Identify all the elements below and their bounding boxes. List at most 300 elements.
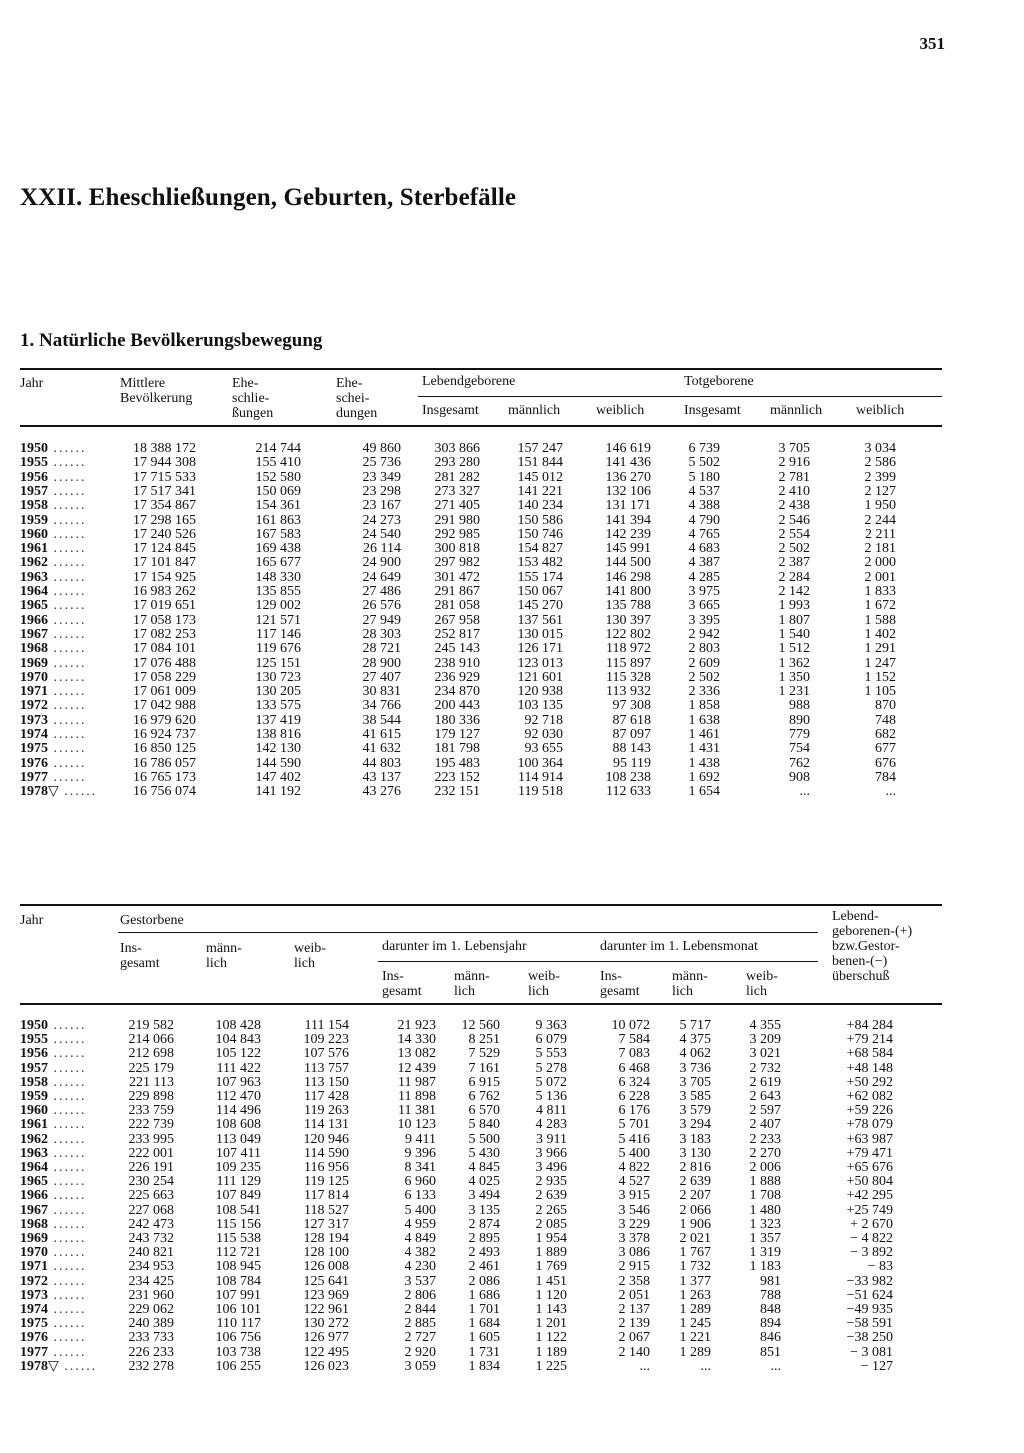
mittlere-bevoelkerung-cell: 17 517 341 bbox=[133, 483, 196, 499]
totgeborene-maennlich-cell: 1 362 bbox=[778, 655, 810, 671]
eheschliessungen-cell: 169 438 bbox=[255, 541, 301, 557]
ehescheidungen-cell: 44 803 bbox=[362, 755, 401, 771]
lebensjahr-insgesamt-cell: 12 439 bbox=[397, 1060, 436, 1076]
lebensmonat-maennlich-cell: 1 221 bbox=[679, 1330, 711, 1346]
lebensjahr-insgesamt-cell: 14 330 bbox=[397, 1032, 436, 1048]
gestorbene-insgesamt-cell: 226 191 bbox=[128, 1160, 174, 1175]
totgeborene-maennlich-cell: 2 781 bbox=[778, 469, 810, 485]
t2-header-w: weib- lich bbox=[294, 941, 326, 971]
ueberschuss-cell: −51 624 bbox=[846, 1287, 893, 1303]
mittlere-bevoelkerung-cell: 16 983 262 bbox=[133, 584, 196, 599]
table-row bbox=[20, 1346, 942, 1360]
ehescheidungen-cell: 38 544 bbox=[362, 712, 401, 728]
gestorbene-weiblich-cell: 111 154 bbox=[304, 1018, 349, 1033]
lebensmonat-maennlich-cell: 2 021 bbox=[679, 1231, 711, 1246]
year-cell: 1955 ...... bbox=[20, 1033, 87, 1048]
totgeborene-maennlich-cell: 908 bbox=[789, 769, 810, 785]
year-cell: 1960 ...... bbox=[20, 1104, 87, 1119]
lebensjahr-insgesamt-cell: 8 341 bbox=[404, 1160, 436, 1175]
ueberschuss-cell: +78 079 bbox=[846, 1117, 893, 1133]
year-cell: 1963 ...... bbox=[20, 1146, 87, 1161]
year-cell: 1959 ...... bbox=[20, 513, 87, 528]
lebensmonat-weiblich-cell: 851 bbox=[760, 1344, 781, 1360]
year-cell: 1962 ...... bbox=[20, 556, 87, 571]
lebensjahr-maennlich-cell: 2 461 bbox=[468, 1259, 500, 1275]
year-cell: 1972 ...... bbox=[20, 699, 87, 714]
gestorbene-insgesamt-cell: 240 821 bbox=[128, 1245, 174, 1261]
gestorbene-maennlich-cell: 107 411 bbox=[216, 1145, 261, 1161]
totgeborene-insgesamt-cell: 1 654 bbox=[688, 784, 720, 800]
mittlere-bevoelkerung-cell: 16 850 125 bbox=[133, 741, 196, 757]
table-row bbox=[20, 657, 942, 671]
lebendgeborene-weiblich-cell: 115 328 bbox=[606, 669, 651, 685]
lebensmonat-insgesamt-cell: 6 176 bbox=[618, 1103, 650, 1119]
lebensjahr-weiblich-cell: 5 553 bbox=[535, 1046, 567, 1062]
gestorbene-weiblich-cell: 127 317 bbox=[303, 1216, 349, 1232]
gestorbene-weiblich-cell: 126 023 bbox=[303, 1358, 349, 1374]
lebendgeborene-maennlich-cell: 150 067 bbox=[517, 584, 563, 599]
totgeborene-maennlich-cell: 3 705 bbox=[778, 441, 810, 456]
t1-header-lebend: Lebendgeborene bbox=[422, 374, 516, 389]
lebendgeborene-insgesamt-cell: 181 798 bbox=[434, 741, 480, 757]
gestorbene-insgesamt-cell: 233 733 bbox=[128, 1330, 174, 1346]
ehescheidungen-cell: 24 900 bbox=[362, 555, 401, 571]
table-row bbox=[20, 514, 942, 528]
lebensjahr-insgesamt-cell: 4 849 bbox=[404, 1231, 436, 1246]
lebensjahr-maennlich-cell: 6 915 bbox=[468, 1074, 500, 1090]
lebensmonat-insgesamt-cell: 5 416 bbox=[618, 1131, 650, 1147]
lebensjahr-weiblich-cell: 1 769 bbox=[535, 1259, 567, 1275]
gestorbene-weiblich-cell: 117 428 bbox=[304, 1089, 349, 1104]
table-row bbox=[20, 1076, 942, 1090]
lebensjahr-insgesamt-cell: 5 400 bbox=[404, 1202, 436, 1218]
lebendgeborene-weiblich-cell: 146 619 bbox=[605, 441, 651, 456]
year-cell: 1977 ...... bbox=[20, 770, 87, 785]
totgeborene-weiblich-cell: 1 588 bbox=[864, 612, 896, 628]
year-cell: 1962 ...... bbox=[20, 1132, 87, 1147]
eheschliessungen-cell: 137 419 bbox=[255, 712, 301, 728]
t1-header-ehe: Ehe- schlie- ßungen bbox=[232, 376, 274, 421]
lebendgeborene-maennlich-cell: 120 938 bbox=[517, 684, 563, 700]
table-row bbox=[20, 1275, 942, 1289]
table-row bbox=[20, 1232, 942, 1246]
gestorbene-maennlich-cell: 108 784 bbox=[215, 1273, 261, 1289]
lebensmonat-weiblich-cell: 1 480 bbox=[749, 1202, 781, 1218]
lebensmonat-maennlich-cell: 3 585 bbox=[679, 1089, 711, 1104]
totgeborene-insgesamt-cell: 4 537 bbox=[688, 483, 720, 499]
year-cell: 1955 ...... bbox=[20, 456, 87, 471]
year-cell: 1964 ...... bbox=[20, 1161, 87, 1175]
t1-header-lg-ins: Insgesamt bbox=[422, 403, 479, 418]
lebensmonat-weiblich-cell: 1 708 bbox=[749, 1188, 781, 1204]
eheschliessungen-cell: 117 146 bbox=[256, 626, 301, 642]
table-row bbox=[20, 528, 942, 542]
lebensmonat-weiblich-cell: 2 407 bbox=[749, 1117, 781, 1133]
gestorbene-weiblich-cell: 130 272 bbox=[303, 1316, 349, 1332]
year-cell: 1970 ...... bbox=[20, 670, 87, 685]
t2-header-lj-ins: Ins- gesamt bbox=[382, 969, 422, 999]
lebensjahr-insgesamt-cell: 4 230 bbox=[404, 1259, 436, 1275]
year-cell: 1976 ...... bbox=[20, 756, 87, 771]
table-row bbox=[20, 1019, 942, 1033]
lebensmonat-insgesamt-cell: 2 067 bbox=[618, 1330, 650, 1346]
table-row bbox=[20, 728, 942, 742]
gestorbene-maennlich-cell: 105 122 bbox=[215, 1046, 261, 1062]
table-row bbox=[20, 1189, 942, 1203]
lebendgeborene-insgesamt-cell: 281 058 bbox=[434, 598, 480, 614]
gestorbene-insgesamt-cell: 242 473 bbox=[128, 1216, 174, 1232]
lebensjahr-maennlich-cell: 6 570 bbox=[468, 1103, 500, 1119]
gestorbene-maennlich-cell: 107 991 bbox=[215, 1287, 261, 1303]
totgeborene-insgesamt-cell: 1 692 bbox=[688, 769, 720, 785]
lebensjahr-weiblich-cell: 2 265 bbox=[535, 1202, 567, 1218]
lebensmonat-maennlich-cell: 1 245 bbox=[679, 1316, 711, 1332]
lebensjahr-maennlich-cell: 1 834 bbox=[468, 1358, 500, 1374]
mittlere-bevoelkerung-cell: 17 354 867 bbox=[133, 498, 196, 514]
totgeborene-weiblich-cell: 1 105 bbox=[864, 684, 896, 700]
gestorbene-maennlich-cell: 103 738 bbox=[215, 1344, 261, 1360]
eheschliessungen-cell: 138 816 bbox=[255, 727, 301, 742]
gestorbene-maennlich-cell: 107 849 bbox=[215, 1188, 261, 1204]
gestorbene-weiblich-cell: 122 495 bbox=[303, 1344, 349, 1360]
totgeborene-weiblich-cell: 677 bbox=[875, 741, 896, 757]
mittlere-bevoelkerung-cell: 17 076 488 bbox=[133, 655, 196, 671]
lebensmonat-maennlich-cell: 1 767 bbox=[679, 1245, 711, 1261]
ueberschuss-cell: −33 982 bbox=[846, 1273, 893, 1289]
ueberschuss-cell: +65 676 bbox=[846, 1160, 893, 1175]
lebensjahr-maennlich-cell: 5 500 bbox=[468, 1131, 500, 1147]
mittlere-bevoelkerung-cell: 17 061 009 bbox=[133, 684, 196, 700]
ueberschuss-cell: −58 591 bbox=[846, 1316, 893, 1332]
mittlere-bevoelkerung-cell: 17 298 165 bbox=[133, 512, 196, 528]
lebensmonat-insgesamt-cell: 10 072 bbox=[611, 1018, 650, 1033]
table-row bbox=[20, 571, 942, 585]
lebensjahr-weiblich-cell: 6 079 bbox=[535, 1032, 567, 1048]
lebensjahr-maennlich-cell: 6 762 bbox=[468, 1089, 500, 1104]
gestorbene-maennlich-cell: 112 470 bbox=[216, 1089, 261, 1104]
totgeborene-insgesamt-cell: 4 683 bbox=[688, 541, 720, 557]
ueberschuss-cell: −38 250 bbox=[846, 1330, 893, 1346]
gestorbene-weiblich-cell: 118 527 bbox=[304, 1202, 349, 1218]
ehescheidungen-cell: 43 276 bbox=[362, 784, 401, 800]
lebensmonat-weiblich-cell: 2 732 bbox=[749, 1060, 781, 1076]
gestorbene-maennlich-cell: 114 496 bbox=[216, 1103, 261, 1119]
lebensmonat-maennlich-cell: 4 375 bbox=[679, 1032, 711, 1048]
lebensmonat-weiblich-cell: 2 270 bbox=[749, 1145, 781, 1161]
table-row bbox=[20, 1360, 942, 1374]
mittlere-bevoelkerung-cell: 17 082 253 bbox=[133, 626, 196, 642]
lebensjahr-weiblich-cell: 1 201 bbox=[535, 1316, 567, 1332]
totgeborene-maennlich-cell: 2 387 bbox=[778, 555, 810, 571]
lebensjahr-insgesamt-cell: 11 381 bbox=[398, 1103, 436, 1119]
lebensmonat-insgesamt-cell: 2 915 bbox=[618, 1259, 650, 1275]
ueberschuss-cell: − 4 822 bbox=[850, 1231, 893, 1246]
ehescheidungen-cell: 34 766 bbox=[362, 698, 401, 714]
lebensjahr-maennlich-cell: 12 560 bbox=[461, 1018, 500, 1033]
table-row bbox=[20, 556, 942, 570]
lebensmonat-weiblich-cell: 3 209 bbox=[749, 1032, 781, 1048]
totgeborene-insgesamt-cell: 4 388 bbox=[688, 498, 720, 514]
lebensjahr-insgesamt-cell: 2 885 bbox=[404, 1316, 436, 1332]
table-row bbox=[20, 1303, 942, 1317]
gestorbene-weiblich-cell: 128 100 bbox=[303, 1245, 349, 1261]
lebendgeborene-insgesamt-cell: 292 985 bbox=[434, 526, 480, 542]
t1-group-rule bbox=[418, 396, 942, 397]
t1-header-scheid: Ehe- schei- dungen bbox=[336, 376, 378, 421]
totgeborene-weiblich-cell: 1 291 bbox=[864, 641, 896, 657]
year-cell: 1976 ...... bbox=[20, 1331, 87, 1346]
table-row bbox=[20, 785, 942, 799]
eheschliessungen-cell: 130 205 bbox=[255, 684, 301, 700]
gestorbene-insgesamt-cell: 233 759 bbox=[128, 1103, 174, 1119]
table-row bbox=[20, 599, 942, 613]
totgeborene-maennlich-cell: 754 bbox=[789, 741, 810, 757]
lebendgeborene-maennlich-cell: 153 482 bbox=[517, 555, 563, 571]
lebensjahr-maennlich-cell: 2 874 bbox=[468, 1216, 500, 1232]
table-row bbox=[20, 1218, 942, 1232]
gestorbene-insgesamt-cell: 226 233 bbox=[128, 1344, 174, 1360]
lebensmonat-maennlich-cell: 1 289 bbox=[679, 1302, 711, 1317]
gestorbene-insgesamt-cell: 232 278 bbox=[128, 1358, 174, 1374]
ehescheidungen-cell: 24 540 bbox=[362, 526, 401, 542]
totgeborene-weiblich-cell: 3 034 bbox=[864, 441, 896, 456]
lebensjahr-insgesamt-cell: 11 898 bbox=[398, 1089, 436, 1104]
ueberschuss-cell: +25 749 bbox=[846, 1202, 893, 1218]
eheschliessungen-cell: 130 723 bbox=[255, 669, 301, 685]
lebensjahr-weiblich-cell: 2 935 bbox=[535, 1174, 567, 1190]
lebensjahr-maennlich-cell: 1 731 bbox=[468, 1344, 500, 1360]
totgeborene-insgesamt-cell: 1 438 bbox=[688, 755, 720, 771]
t2-header-lj-m: männ- lich bbox=[454, 969, 490, 999]
t1-header-tot: Totgeborene bbox=[684, 374, 754, 389]
lebendgeborene-insgesamt-cell: 252 817 bbox=[434, 626, 480, 642]
totgeborene-weiblich-cell: 1 152 bbox=[864, 669, 896, 685]
lebendgeborene-insgesamt-cell: 267 958 bbox=[434, 612, 480, 628]
ehescheidungen-cell: 27 486 bbox=[362, 584, 401, 599]
year-cell: 1956 ...... bbox=[20, 470, 87, 485]
year-cell: 1961 ...... bbox=[20, 1118, 87, 1133]
lebensmonat-maennlich-cell: 1 377 bbox=[679, 1273, 711, 1289]
eheschliessungen-cell: 119 676 bbox=[256, 641, 301, 657]
ueberschuss-cell: −49 935 bbox=[846, 1302, 893, 1317]
lebensjahr-weiblich-cell: 5 072 bbox=[535, 1074, 567, 1090]
lebensjahr-maennlich-cell: 2 493 bbox=[468, 1245, 500, 1261]
lebensmonat-maennlich-cell: 3 736 bbox=[679, 1060, 711, 1076]
table2-top-rule bbox=[20, 904, 942, 906]
lebensjahr-weiblich-cell: 3 966 bbox=[535, 1145, 567, 1161]
ueberschuss-cell: +79 471 bbox=[846, 1145, 893, 1161]
lebensmonat-maennlich-cell: 2 639 bbox=[679, 1174, 711, 1190]
year-cell: 1965 ...... bbox=[20, 1175, 87, 1190]
eheschliessungen-cell: 214 744 bbox=[255, 441, 301, 456]
lebensmonat-insgesamt-cell: 2 140 bbox=[618, 1344, 650, 1360]
gestorbene-insgesamt-cell: 222 739 bbox=[128, 1117, 174, 1133]
totgeborene-maennlich-cell: 1 807 bbox=[778, 612, 810, 628]
lebensmonat-insgesamt-cell: 4 822 bbox=[618, 1160, 650, 1175]
ehescheidungen-cell: 23 167 bbox=[362, 498, 401, 514]
lebensjahr-insgesamt-cell: 3 059 bbox=[404, 1358, 436, 1374]
totgeborene-insgesamt-cell: 4 387 bbox=[688, 555, 720, 571]
gestorbene-weiblich-cell: 113 150 bbox=[304, 1074, 349, 1090]
lebendgeborene-insgesamt-cell: 291 867 bbox=[434, 584, 480, 599]
lebendgeborene-weiblich-cell: 136 270 bbox=[605, 469, 651, 485]
lebensjahr-insgesamt-cell: 10 123 bbox=[397, 1117, 436, 1133]
lebensjahr-weiblich-cell: 4 283 bbox=[535, 1117, 567, 1133]
gestorbene-weiblich-cell: 114 590 bbox=[304, 1145, 349, 1161]
totgeborene-weiblich-cell: 2 127 bbox=[864, 483, 896, 499]
lebendgeborene-weiblich-cell: 132 106 bbox=[605, 483, 651, 499]
totgeborene-insgesamt-cell: 2 502 bbox=[688, 669, 720, 685]
totgeborene-weiblich-cell: 1 247 bbox=[864, 655, 896, 671]
table-row bbox=[20, 499, 942, 513]
lebensmonat-weiblich-cell: 981 bbox=[760, 1273, 781, 1289]
totgeborene-maennlich-cell: 2 546 bbox=[778, 512, 810, 528]
lebensmonat-insgesamt-cell: 3 915 bbox=[618, 1188, 650, 1204]
gestorbene-weiblich-cell: 119 125 bbox=[304, 1174, 349, 1190]
lebendgeborene-insgesamt-cell: 293 280 bbox=[434, 455, 480, 471]
eheschliessungen-cell: 144 590 bbox=[255, 755, 301, 771]
eheschliessungen-cell: 129 002 bbox=[255, 598, 301, 614]
ueberschuss-cell: +63 987 bbox=[846, 1131, 893, 1147]
t2-header-ins: Ins- gesamt bbox=[120, 941, 160, 971]
year-cell: 1956 ...... bbox=[20, 1047, 87, 1062]
year-cell: 1968 ...... bbox=[20, 1217, 87, 1232]
gestorbene-insgesamt-cell: 219 582 bbox=[128, 1018, 174, 1033]
lebensmonat-weiblich-cell: 2 619 bbox=[749, 1074, 781, 1090]
lebensmonat-weiblich-cell: 2 233 bbox=[749, 1131, 781, 1147]
lebensmonat-weiblich-cell: 1 323 bbox=[749, 1216, 781, 1232]
lebensmonat-weiblich-cell: 1 888 bbox=[749, 1174, 781, 1190]
gestorbene-weiblich-cell: 113 757 bbox=[304, 1060, 349, 1076]
year-cell: 1971 ...... bbox=[20, 1260, 87, 1275]
year-cell: 1966 ...... bbox=[20, 613, 87, 628]
gestorbene-insgesamt-cell: 234 425 bbox=[128, 1273, 174, 1289]
table-row bbox=[20, 1204, 942, 1218]
lebensmonat-insgesamt-cell: 3 378 bbox=[618, 1231, 650, 1246]
lebensmonat-weiblich-cell: 846 bbox=[760, 1330, 781, 1346]
lebensmonat-maennlich-cell: 3 705 bbox=[679, 1074, 711, 1090]
lebendgeborene-weiblich-cell: 112 633 bbox=[606, 784, 651, 800]
ehescheidungen-cell: 26 576 bbox=[362, 598, 401, 614]
gestorbene-maennlich-cell: 110 117 bbox=[216, 1316, 261, 1332]
totgeborene-insgesamt-cell: 2 336 bbox=[688, 684, 720, 700]
mittlere-bevoelkerung-cell: 18 388 172 bbox=[133, 441, 196, 456]
lebensmonat-insgesamt-cell: 3 086 bbox=[618, 1245, 650, 1261]
lebensjahr-maennlich-cell: 5 430 bbox=[468, 1145, 500, 1161]
table-row bbox=[20, 714, 942, 728]
lebensmonat-weiblich-cell: 1 319 bbox=[749, 1245, 781, 1261]
totgeborene-weiblich-cell: 2 211 bbox=[865, 526, 896, 542]
lebensmonat-weiblich-cell: 2 006 bbox=[749, 1160, 781, 1175]
gestorbene-maennlich-cell: 109 235 bbox=[215, 1160, 261, 1175]
lebensjahr-maennlich-cell: 8 251 bbox=[468, 1032, 500, 1048]
totgeborene-maennlich-cell: 2 502 bbox=[778, 541, 810, 557]
lebensmonat-insgesamt-cell: 3 229 bbox=[618, 1216, 650, 1232]
table-row bbox=[20, 542, 942, 556]
table-row bbox=[20, 1246, 942, 1260]
mittlere-bevoelkerung-cell: 16 979 620 bbox=[133, 712, 196, 728]
eheschliessungen-cell: 161 863 bbox=[255, 512, 301, 528]
lebensmonat-maennlich-cell: 3 130 bbox=[679, 1145, 711, 1161]
mittlere-bevoelkerung-cell: 17 084 101 bbox=[133, 641, 196, 657]
lebendgeborene-maennlich-cell: 145 012 bbox=[517, 469, 563, 485]
ueberschuss-cell: +59 226 bbox=[846, 1103, 893, 1119]
table-row bbox=[20, 1260, 942, 1274]
totgeborene-weiblich-cell: 2 586 bbox=[864, 455, 896, 471]
lebensmonat-insgesamt-cell: 2 137 bbox=[618, 1302, 650, 1317]
lebendgeborene-insgesamt-cell: 291 980 bbox=[434, 512, 480, 528]
lebendgeborene-weiblich-cell: 122 802 bbox=[605, 626, 651, 642]
lebensjahr-maennlich-cell: 2 895 bbox=[468, 1231, 500, 1246]
lebendgeborene-maennlich-cell: 121 601 bbox=[517, 669, 563, 685]
gestorbene-insgesamt-cell: 230 254 bbox=[128, 1174, 174, 1190]
ehescheidungen-cell: 26 114 bbox=[363, 541, 401, 557]
table-row bbox=[20, 757, 942, 771]
t1-header-tg-m: männlich bbox=[770, 403, 823, 418]
t1-header-jahr: Jahr bbox=[20, 376, 44, 391]
table-row bbox=[20, 1147, 942, 1161]
table-row bbox=[20, 685, 942, 699]
gestorbene-maennlich-cell: 104 843 bbox=[215, 1032, 261, 1048]
table-row bbox=[20, 614, 942, 628]
ehescheidungen-cell: 43 137 bbox=[362, 769, 401, 785]
year-cell: 1978▽ ...... bbox=[20, 1359, 98, 1374]
lebensjahr-weiblich-cell: 1 889 bbox=[535, 1245, 567, 1261]
t2-header-lj: darunter im 1. Lebensjahr bbox=[382, 939, 527, 954]
lebendgeborene-insgesamt-cell: 234 870 bbox=[434, 684, 480, 700]
lebendgeborene-maennlich-cell: 137 561 bbox=[517, 612, 563, 628]
year-cell: 1961 ...... bbox=[20, 542, 87, 557]
totgeborene-weiblich-cell: 2 244 bbox=[864, 512, 896, 528]
lebensjahr-maennlich-cell: 2 086 bbox=[468, 1273, 500, 1289]
ueberschuss-cell: +48 148 bbox=[846, 1060, 893, 1076]
t2-header-m: männ- lich bbox=[206, 941, 242, 971]
year-cell: 1950 ...... bbox=[20, 1019, 87, 1033]
totgeborene-weiblich-cell: 748 bbox=[875, 712, 896, 728]
lebensjahr-weiblich-cell: 1 954 bbox=[535, 1231, 567, 1246]
ehescheidungen-cell: 23 298 bbox=[362, 483, 401, 499]
lebensjahr-maennlich-cell: 1 701 bbox=[468, 1302, 500, 1317]
lebensmonat-maennlich-cell: 2 816 bbox=[679, 1160, 711, 1175]
table-row bbox=[20, 1289, 942, 1303]
lebendgeborene-insgesamt-cell: 300 818 bbox=[434, 541, 480, 557]
lebendgeborene-maennlich-cell: 140 234 bbox=[517, 498, 563, 514]
table-row bbox=[20, 1118, 942, 1132]
lebendgeborene-insgesamt-cell: 195 483 bbox=[434, 755, 480, 771]
gestorbene-insgesamt-cell: 229 898 bbox=[128, 1089, 174, 1104]
lebensjahr-insgesamt-cell: 6 133 bbox=[404, 1188, 436, 1204]
gestorbene-maennlich-cell: 113 049 bbox=[216, 1131, 261, 1147]
lebendgeborene-maennlich-cell: 126 171 bbox=[517, 641, 563, 657]
gestorbene-insgesamt-cell: 233 995 bbox=[128, 1131, 174, 1147]
lebendgeborene-weiblich-cell: 131 171 bbox=[605, 498, 651, 514]
year-cell: 1959 ...... bbox=[20, 1090, 87, 1104]
lebendgeborene-weiblich-cell: 88 143 bbox=[612, 741, 651, 757]
lebensjahr-maennlich-cell: 3 494 bbox=[468, 1188, 500, 1204]
lebensmonat-insgesamt-cell: 3 546 bbox=[618, 1202, 650, 1218]
lebensmonat-maennlich-cell: 4 062 bbox=[679, 1046, 711, 1062]
year-cell: 1973 ...... bbox=[20, 713, 87, 728]
eheschliessungen-cell: 141 192 bbox=[255, 784, 301, 800]
lebendgeborene-weiblich-cell: 142 239 bbox=[605, 526, 651, 542]
gestorbene-weiblich-cell: 126 977 bbox=[303, 1330, 349, 1346]
gestorbene-maennlich-cell: 111 422 bbox=[216, 1060, 261, 1076]
mittlere-bevoelkerung-cell: 17 058 173 bbox=[133, 612, 196, 628]
lebendgeborene-maennlich-cell: 119 518 bbox=[518, 784, 563, 800]
year-cell: 1957 ...... bbox=[20, 484, 87, 499]
totgeborene-weiblich-cell: 1 833 bbox=[864, 584, 896, 599]
mittlere-bevoelkerung-cell: 16 756 074 bbox=[133, 784, 196, 800]
